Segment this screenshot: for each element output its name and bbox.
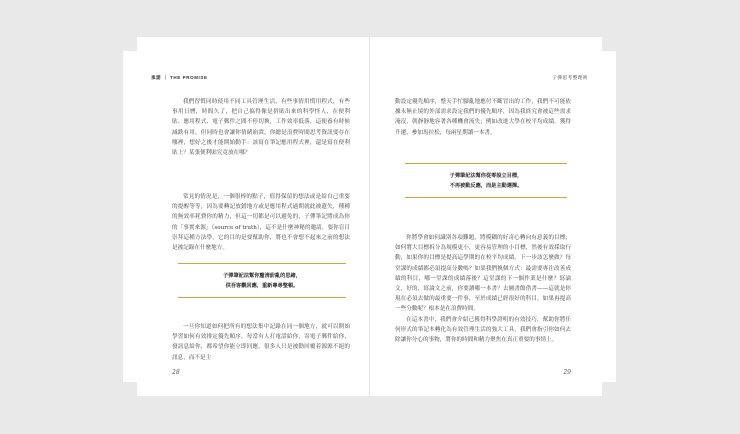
left-page — [123, 37, 369, 396]
pull-quote-line: 子彈筆記法幫你從零設立目標， — [449, 173, 523, 179]
accent-rule — [178, 297, 346, 298]
pull-quote — [178, 263, 346, 298]
accent-rule — [405, 197, 567, 198]
body-paragraph: 動設定優先順序，整天手忙腳亂地應付不斷冒出的工作，我們不可能依據永無止境的外部需求設定我們的優先順序，因為我終究會被這些需求淹沒，朝靜靜地容著各種機會流失；例如改進大學在校平均成績，獲得升遷，參加馬拉松，每兩星期讀一本書。 — [395, 99, 571, 136]
body-paragraph: 一旦你知道如何把所有的想法集中記錄在同一個地方，就可以開始學習如何有效排定優先順序，每當有人打電話給你，寄電子郵件給你，發訊息給你，都希望你能立即回應，很多人只是被動回覆着源源不絕的訊息，而不是主 — [172, 324, 350, 361]
accent-rule — [178, 263, 346, 264]
running-header: 承諾 ｜ THE PROMISE — [151, 75, 208, 80]
page-number: 29 — [563, 369, 571, 376]
body-paragraph: 你將學會如何識別各項難題，將模糊的好奇心轉向有意義的目標；如何將大目標拆分為規模更小，更容易管理的小目標，然後有效採取行動，如果你的目標是提高這學期的在校平均成績，下一步該怎麼做？每堂課的成績都必須提高分數嗎？如果我們換個方式：最需要專注改善成績的科目，哪一堂課的成績落後？這堂課的下一個作業是什麼？寫論文，好的，寫論文之前，你要讀哪一本書？去圖書館借書——這就是你現在必須去做的最重要一件事，至於成績已經很好的科目，如果再提高一些分數呢？根本是在浪費時間。 — [395, 235, 571, 313]
pull-quote — [405, 163, 567, 198]
page-number: 28 — [172, 369, 180, 376]
pull-quote-line: 子彈筆記法幫你釐清紛亂的思緒， — [223, 273, 301, 279]
book-spread — [123, 37, 616, 396]
body-paragraph: 常見的情況是，一個很棒的點子，值得保留的想法或是給自己重要的提醒等等，因為要轉記放錯地方或是應用程式過期就此被遺失，種種的無效率耗費你的精力，但這一切都是可以避免的，子彈筆記將成為你的「事實來源」（source of truth），這不是什麼神秘的邀請，要你盲目崇拜這種方法學，它的目的是要幫助你，將也不會想不起來之前的想法是被記錄在什麼地方。 — [172, 194, 350, 252]
pull-quote-line: 不再被動反應，而是主動選擇。 — [449, 183, 523, 189]
body-paragraph: 我們習慣同時使用不同工具管理生活，有些事情用慣用程式，有些事用日曆，時間久了，把自己搞得像是拼貼出來的科學怪人，在便利貼、應用程式、電子郵件之間不停切換，工作效率低落，這便養有時候減跌有用，但同時也會讓你情緒崩潰，你總是浪費時間思考資訊要存在哪裡，想好之後才能開始動手：該寫在筆記應用程式裡，還是寫在便利貼上？某張便利貼究竟放在哪？ — [172, 99, 350, 157]
right-page — [370, 37, 616, 396]
pull-quote-line: 供吾客觀回應，重新專尋整頓。 — [225, 283, 299, 289]
running-header: 子彈思考整理術 — [552, 76, 588, 81]
accent-rule — [405, 163, 567, 164]
body-paragraph: 在這本書中，我們會介紹已獲得科學證明的有效技巧，幫助你將任何形式的筆記本轉化為有效管理生活的強大工具，我們會指引你如何去除讓你分心的事物，將你的時間和精力聚焦在真正重要的事情上。 — [395, 317, 571, 344]
